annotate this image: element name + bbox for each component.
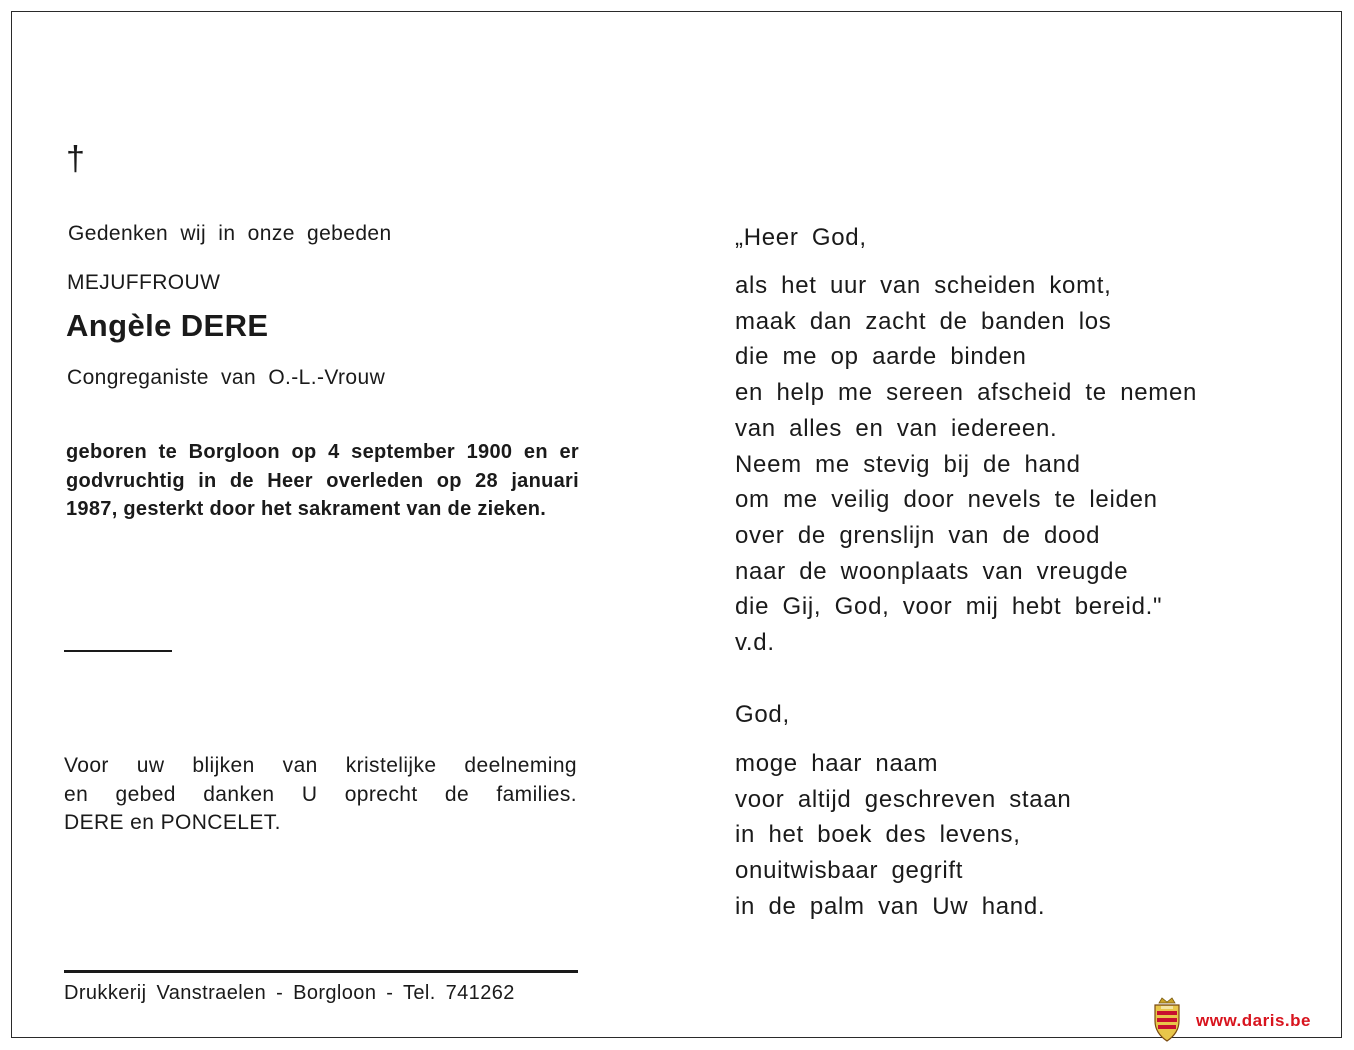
prayer-heading [735,697,790,733]
poem-verses [735,268,1197,661]
watermark-link[interactable]: www.daris.be [1196,1011,1311,1030]
cross-icon: † [66,140,86,178]
poem-line: die Gij, God, voor mij hebt bereid." [735,593,1163,621]
thanks-line: Voor uw blijken van kristelijke deelneming [64,754,577,777]
thanks-line: DERE en PONCELET. [64,811,281,834]
poem-line: en help me sereen afscheid te nemen [735,379,1198,407]
poem-line: om me veilig door nevels te leiden [735,486,1158,514]
deceased-name: Angèle DERE [66,308,269,343]
crest-logo-icon [1151,997,1183,1043]
poem-line: als het uur van scheiden komt, [735,272,1112,299]
thanks-text [64,752,577,838]
long-divider [64,970,578,973]
prayer-line: in het boek des levens, [735,821,1021,849]
biography-text: geboren te Borgloon op 4 september 1900 en er godvruchtig in de Heer overleden op 28 januari 1987, gesterkt door het sakrament van de zieken. [66,441,579,520]
poem-line: naar de woonplaats van vreugde [735,557,1129,585]
prayer-line: moge haar naam [735,750,939,777]
prayer-verses [735,746,1071,925]
poem-heading-text: „Heer God, [735,224,867,251]
prayer-heading-text: God, [735,701,790,728]
thanks-line: en gebed danken U oprecht de families. [64,782,577,806]
deceased-role: Congreganiste van O.-L.-Vrouw [67,366,386,389]
poem-line: van alles en van iedereen. [735,414,1058,442]
poem-line: over de grenslijn van de dood [735,521,1101,549]
poem-line: die me op aarde binden [735,343,1027,371]
short-divider [64,650,172,652]
poem-line: maak dan zacht de banden los [735,307,1112,335]
poem-signature: v.d. [735,629,775,657]
prayer-line: voor altijd geschreven staan [735,785,1072,813]
prayer-line: onuitwisbaar gegrift [735,857,964,885]
poem-heading [735,220,867,256]
intro-text: Gedenken wij in onze gebeden [68,222,392,245]
honorific-title: MEJUFFROUW [67,271,221,294]
printer-credit: Drukkerij Vanstraelen - Borgloon - Tel. 741262 [64,982,515,1004]
prayer-line: in de palm van Uw hand. [735,892,1046,920]
poem-line: Neem me stevig bij de hand [735,450,1081,478]
